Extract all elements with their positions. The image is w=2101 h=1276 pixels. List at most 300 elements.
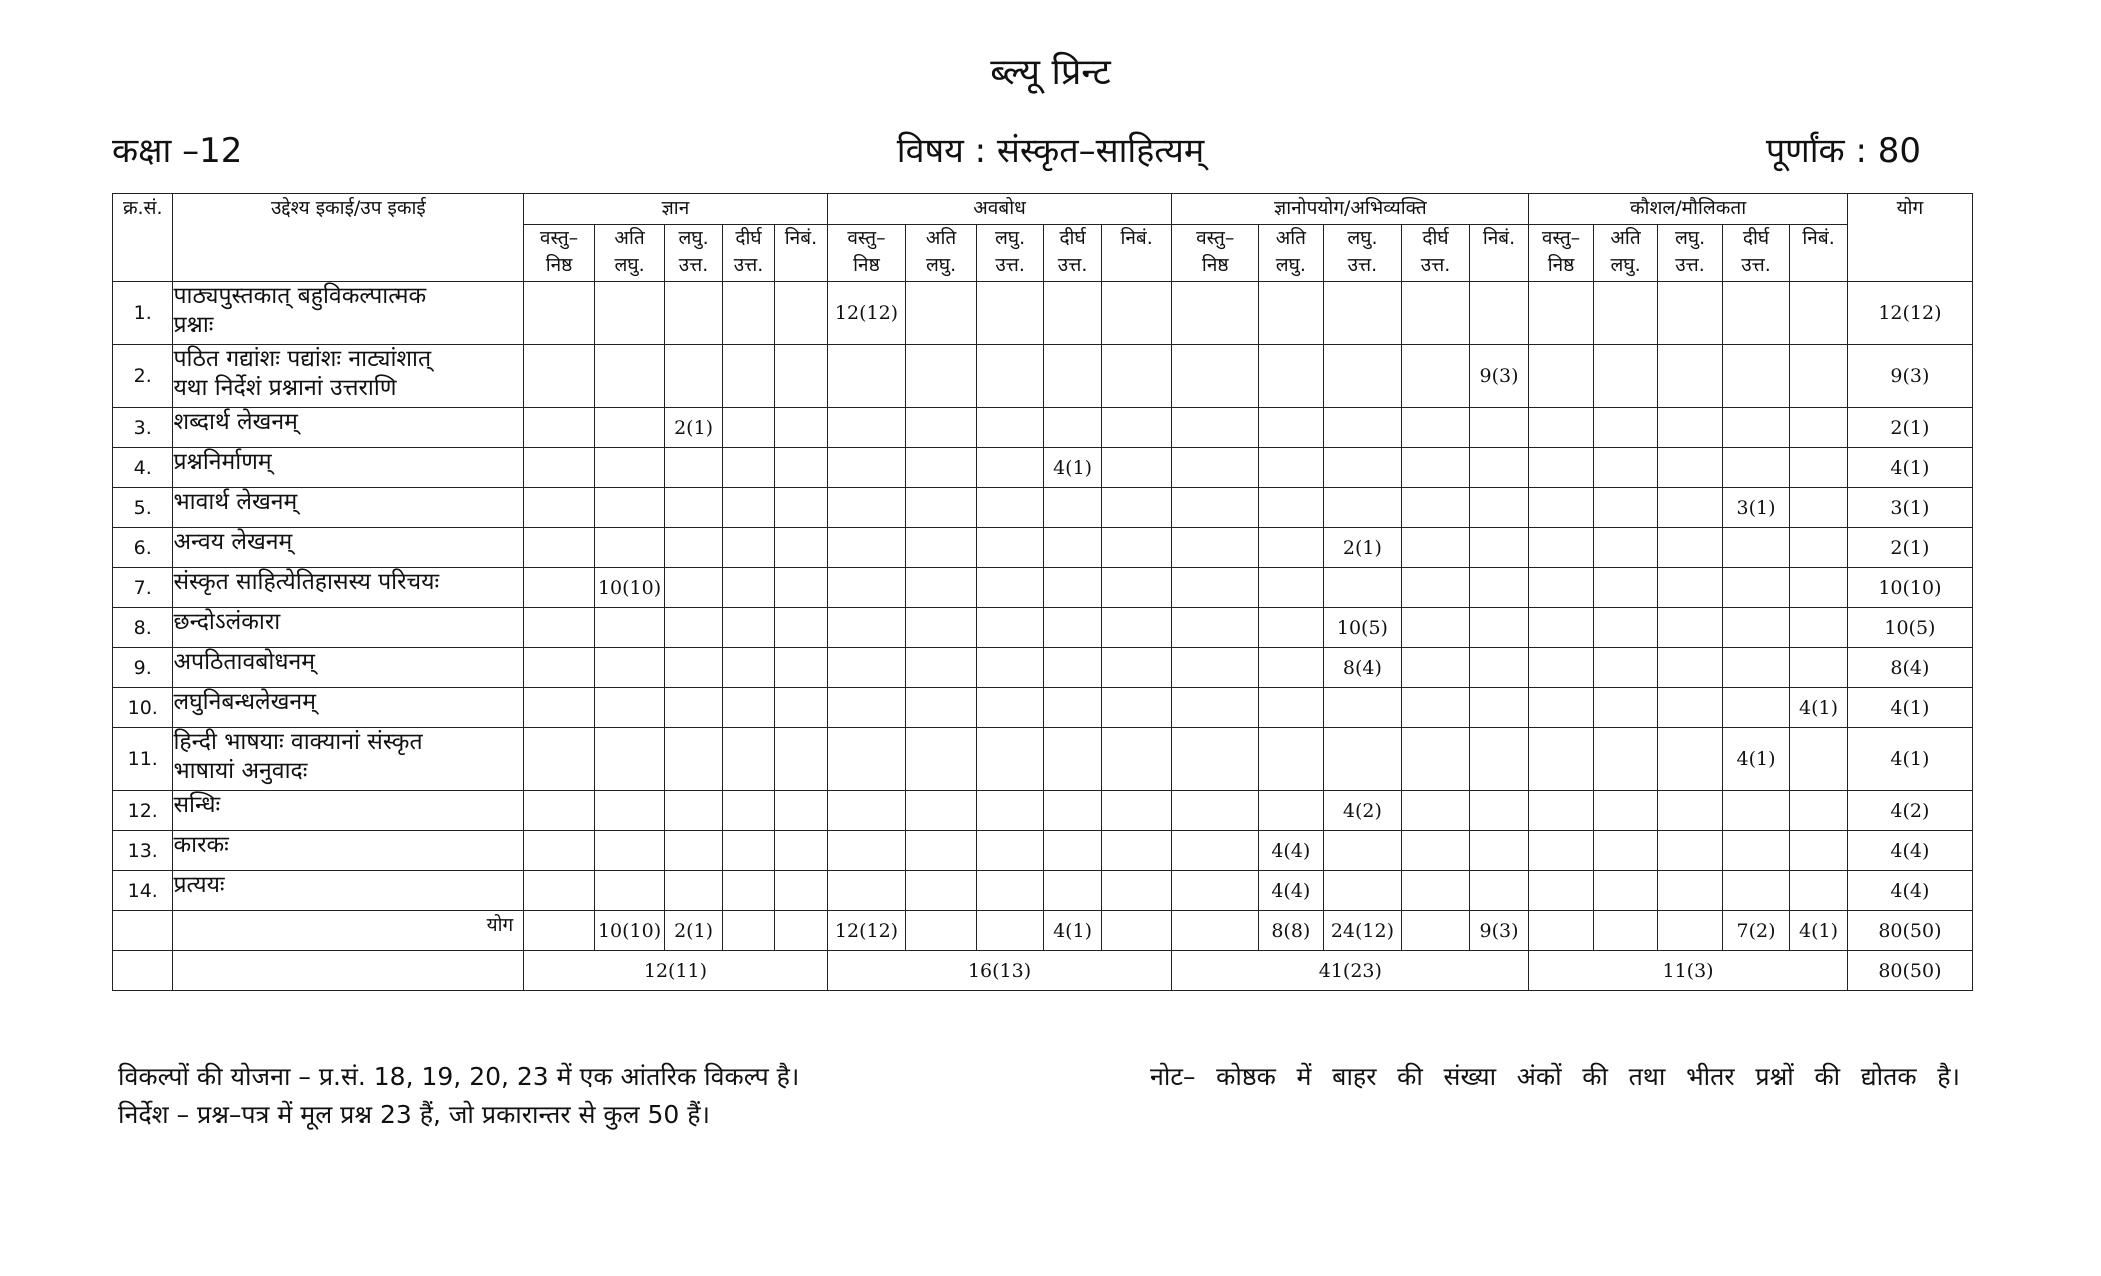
row-total: 4(1)	[1847, 728, 1972, 791]
row-cell	[775, 568, 827, 608]
row-cell: 2(1)	[1323, 528, 1402, 568]
row-sn: 4.	[113, 448, 173, 488]
sum-cell	[1529, 911, 1594, 951]
row-cell	[1323, 408, 1402, 448]
row-cell	[1790, 608, 1848, 648]
subcol-header	[1469, 225, 1529, 282]
row-cell	[1469, 608, 1529, 648]
row-cell	[1044, 648, 1101, 688]
row-unit	[173, 728, 524, 791]
row-unit	[173, 448, 524, 488]
row-cell	[722, 568, 774, 608]
row-unit	[173, 568, 524, 608]
row-cell	[906, 688, 977, 728]
row-cell	[665, 528, 722, 568]
sum-cell: 4(1)	[1044, 911, 1101, 951]
sum-total: 80(50)	[1847, 911, 1972, 951]
table-row	[113, 488, 1973, 528]
row-cell: 10(5)	[1323, 608, 1402, 648]
row-cell	[1529, 488, 1594, 528]
subcol-header	[906, 225, 977, 282]
row-cell	[976, 448, 1044, 488]
row-cell	[722, 831, 774, 871]
row-cell	[1469, 871, 1529, 911]
row-cell	[1529, 791, 1594, 831]
row-cell	[665, 871, 722, 911]
row-cell	[1722, 448, 1790, 488]
row-cell	[1402, 728, 1470, 791]
row-cell	[1101, 345, 1172, 408]
sum-cell: 24(12)	[1323, 911, 1402, 951]
row-cell	[1658, 688, 1723, 728]
row-cell: 4(2)	[1323, 791, 1402, 831]
row-cell	[906, 608, 977, 648]
row-cell	[1529, 408, 1594, 448]
row-cell	[1044, 345, 1101, 408]
subcol-header-line: लघु.	[678, 227, 709, 249]
row-cell	[1259, 688, 1324, 728]
row-cell	[1658, 831, 1723, 871]
row-total: 9(3)	[1847, 345, 1972, 408]
subcol-header-line: अति	[1610, 227, 1641, 249]
subcol-header	[722, 225, 774, 282]
row-cell	[1529, 282, 1594, 345]
row-cell	[827, 871, 906, 911]
row-cell	[524, 688, 595, 728]
subcol-header	[1722, 225, 1790, 282]
row-total: 4(1)	[1847, 688, 1972, 728]
row-cell	[906, 648, 977, 688]
row-cell	[1658, 608, 1723, 648]
row-cell	[1044, 488, 1101, 528]
grand-total: 80(50)	[1847, 951, 1972, 991]
group-total: 11(3)	[1529, 951, 1848, 991]
row-cell	[594, 791, 665, 831]
row-cell	[1790, 488, 1848, 528]
row-cell	[1402, 345, 1470, 408]
row-cell	[594, 528, 665, 568]
row-cell	[665, 831, 722, 871]
row-total: 4(4)	[1847, 831, 1972, 871]
sum-cell: 2(1)	[665, 911, 722, 951]
table-row	[113, 282, 1973, 345]
row-sn: 3.	[113, 408, 173, 448]
row-cell	[1402, 648, 1470, 688]
row-cell	[1402, 488, 1470, 528]
row-cell	[775, 488, 827, 528]
table-row	[113, 408, 1973, 448]
group-totals-label	[173, 951, 524, 991]
row-cell	[1101, 608, 1172, 648]
row-unit	[173, 528, 524, 568]
row-cell	[1593, 568, 1658, 608]
row-cell	[1722, 648, 1790, 688]
subcol-header-line: लघु.	[614, 254, 645, 276]
row-cell	[1529, 831, 1594, 871]
subcol-header-line: निबं.	[1482, 227, 1516, 249]
row-cell	[1790, 728, 1848, 791]
row-cell	[1323, 282, 1402, 345]
row-cell	[775, 871, 827, 911]
row-cell	[1469, 568, 1529, 608]
row-sn: 14.	[113, 871, 173, 911]
row-cell	[1722, 345, 1790, 408]
row-cell	[665, 791, 722, 831]
row-cell	[906, 448, 977, 488]
row-cell	[1044, 408, 1101, 448]
row-cell	[722, 488, 774, 528]
row-cell	[1722, 688, 1790, 728]
row-unit-line: यथा निर्देशं प्रश्नानां उत्तराणि	[173, 375, 397, 401]
row-cell	[1722, 568, 1790, 608]
row-cell	[1101, 648, 1172, 688]
row-cell	[594, 831, 665, 871]
row-cell	[1593, 791, 1658, 831]
row-cell	[722, 448, 774, 488]
subcol-header-line: उत्त.	[1347, 254, 1378, 276]
row-cell	[1402, 448, 1470, 488]
group-header: अवबोध	[827, 194, 1172, 225]
row-cell	[1469, 648, 1529, 688]
row-unit-line: सन्धिः	[173, 792, 221, 818]
row-cell	[1044, 568, 1101, 608]
row-cell: 8(4)	[1323, 648, 1402, 688]
row-cell: 9(3)	[1469, 345, 1529, 408]
row-cell	[665, 448, 722, 488]
row-cell	[722, 871, 774, 911]
subcol-header	[594, 225, 665, 282]
row-cell	[1172, 608, 1259, 648]
row-cell	[1593, 408, 1658, 448]
row-cell	[524, 728, 595, 791]
row-cell	[775, 282, 827, 345]
sum-cell: 8(8)	[1259, 911, 1324, 951]
row-cell	[976, 568, 1044, 608]
sum-cell	[1402, 911, 1470, 951]
subcol-header-line: निष्ठ	[1201, 254, 1229, 276]
row-cell	[1044, 871, 1101, 911]
row-cell	[1529, 448, 1594, 488]
row-cell	[1402, 282, 1470, 345]
row-total: 12(12)	[1847, 282, 1972, 345]
row-cell	[1790, 791, 1848, 831]
row-cell	[524, 408, 595, 448]
row-cell	[1323, 831, 1402, 871]
row-cell	[665, 648, 722, 688]
row-total: 2(1)	[1847, 408, 1972, 448]
row-cell	[524, 282, 595, 345]
group-header: ज्ञानोपयोग/अभिव्यक्ति	[1172, 194, 1529, 225]
row-cell	[1172, 688, 1259, 728]
row-cell	[722, 688, 774, 728]
row-cell	[1658, 345, 1723, 408]
row-cell	[1790, 871, 1848, 911]
row-cell	[827, 568, 906, 608]
row-unit	[173, 831, 524, 871]
options-scheme-note: विकल्पों की योजना – प्र.सं. 18, 19, 20, 23 में एक आंतरिक विकल्प है।	[118, 1062, 800, 1091]
blueprint-table	[112, 193, 1973, 991]
sum-cell	[524, 911, 595, 951]
row-cell	[1259, 608, 1324, 648]
row-total: 8(4)	[1847, 648, 1972, 688]
row-cell	[1044, 608, 1101, 648]
sum-cell	[775, 911, 827, 951]
subcol-header-line: वस्तु–	[847, 227, 886, 249]
row-cell	[1469, 528, 1529, 568]
row-cell	[1044, 831, 1101, 871]
row-cell: 10(10)	[594, 568, 665, 608]
row-cell: 4(4)	[1259, 831, 1324, 871]
sum-cell: 4(1)	[1790, 911, 1848, 951]
row-cell	[524, 871, 595, 911]
row-cell	[906, 345, 977, 408]
row-cell	[1323, 568, 1402, 608]
row-cell	[775, 728, 827, 791]
subcol-header-line: उत्त.	[1057, 254, 1088, 276]
row-cell	[906, 408, 977, 448]
row-cell	[1172, 448, 1259, 488]
row-unit-line: छन्दोऽलंकारा	[173, 609, 281, 635]
row-cell	[1593, 648, 1658, 688]
row-cell	[1323, 345, 1402, 408]
row-cell	[976, 728, 1044, 791]
row-cell	[1658, 568, 1723, 608]
row-cell: 2(1)	[665, 408, 722, 448]
row-cell	[906, 568, 977, 608]
row-cell	[1790, 448, 1848, 488]
row-cell	[722, 728, 774, 791]
subcol-header	[1172, 225, 1259, 282]
row-cell	[594, 648, 665, 688]
row-unit	[173, 648, 524, 688]
row-cell	[524, 568, 595, 608]
row-unit	[173, 871, 524, 911]
row-cell	[827, 648, 906, 688]
row-cell: 4(4)	[1259, 871, 1324, 911]
row-unit-line: पठित गद्यांशः पद्यांशः नाट्यांशात्	[173, 346, 432, 372]
row-cell	[827, 791, 906, 831]
subcol-header-line: दीर्घ	[735, 227, 762, 249]
subcol-header-line: उत्त.	[733, 254, 764, 276]
table-row	[113, 728, 1973, 791]
row-cell	[594, 345, 665, 408]
row-cell	[1259, 488, 1324, 528]
group-totals-row	[113, 951, 1973, 991]
col-unit-header: उद्देश्य इकाई/उप इकाई	[173, 194, 524, 282]
row-cell	[1722, 791, 1790, 831]
row-cell	[1172, 408, 1259, 448]
row-cell	[906, 831, 977, 871]
row-total: 10(5)	[1847, 608, 1972, 648]
row-cell	[1101, 282, 1172, 345]
row-cell	[976, 528, 1044, 568]
row-cell	[1172, 791, 1259, 831]
row-cell	[1172, 568, 1259, 608]
group-header: ज्ञान	[524, 194, 827, 225]
sum-cell	[722, 911, 774, 951]
row-sn: 9.	[113, 648, 173, 688]
row-cell: 4(1)	[1722, 728, 1790, 791]
subcol-header-line: लघु.	[995, 227, 1026, 249]
row-cell	[1529, 345, 1594, 408]
row-cell	[524, 345, 595, 408]
row-cell	[976, 871, 1044, 911]
subcol-header-line: वस्तु–	[539, 227, 579, 249]
row-unit-line: प्रश्नाः	[173, 312, 214, 338]
row-cell	[906, 282, 977, 345]
row-cell	[1101, 408, 1172, 448]
subcol-header-line: निष्ठ	[1547, 254, 1575, 276]
row-cell	[524, 831, 595, 871]
row-cell	[775, 608, 827, 648]
row-unit-line: भावार्थ लेखनम्	[173, 489, 298, 515]
row-cell	[1529, 871, 1594, 911]
row-cell	[1593, 831, 1658, 871]
row-cell	[1593, 688, 1658, 728]
col-total-header: योग	[1847, 194, 1972, 282]
row-cell	[1469, 448, 1529, 488]
row-cell	[1593, 448, 1658, 488]
row-cell	[1172, 282, 1259, 345]
row-cell	[1259, 568, 1324, 608]
table-row	[113, 648, 1973, 688]
row-cell	[524, 648, 595, 688]
row-unit-line: लघुनिबन्धलेखनम्	[173, 689, 316, 715]
row-cell	[827, 528, 906, 568]
row-cell	[665, 282, 722, 345]
row-cell	[594, 728, 665, 791]
row-cell	[1722, 871, 1790, 911]
row-cell	[524, 791, 595, 831]
row-cell	[1044, 728, 1101, 791]
subcol-header	[1101, 225, 1172, 282]
row-cell	[775, 791, 827, 831]
row-cell	[1172, 831, 1259, 871]
sum-row-sn	[113, 911, 173, 951]
row-cell	[722, 648, 774, 688]
page-title: ब्ल्यू प्रिन्ट	[990, 52, 1111, 93]
row-cell	[827, 408, 906, 448]
row-cell	[1790, 568, 1848, 608]
row-cell	[976, 831, 1044, 871]
row-total: 4(1)	[1847, 448, 1972, 488]
row-sn: 13.	[113, 831, 173, 871]
row-cell	[775, 448, 827, 488]
row-cell	[775, 831, 827, 871]
row-cell	[827, 448, 906, 488]
row-cell	[976, 488, 1044, 528]
sum-cell: 7(2)	[1722, 911, 1790, 951]
row-cell	[1101, 871, 1172, 911]
row-cell	[1101, 528, 1172, 568]
row-cell	[722, 408, 774, 448]
row-cell	[1259, 648, 1324, 688]
group-header: कौशल/मौलिकता	[1529, 194, 1848, 225]
subcol-header-line: उत्त.	[1420, 254, 1451, 276]
subcol-header-line: लघु.	[1610, 254, 1641, 276]
table-body	[113, 282, 1973, 991]
row-cell	[1593, 282, 1658, 345]
row-cell	[594, 448, 665, 488]
row-cell	[1402, 791, 1470, 831]
row-cell	[722, 282, 774, 345]
sum-cell	[1172, 911, 1259, 951]
row-sn: 5.	[113, 488, 173, 528]
row-total: 3(1)	[1847, 488, 1972, 528]
row-cell	[1790, 345, 1848, 408]
row-sn: 8.	[113, 608, 173, 648]
sum-cell: 9(3)	[1469, 911, 1529, 951]
sum-cell: 10(10)	[594, 911, 665, 951]
row-cell	[1172, 528, 1259, 568]
row-cell: 3(1)	[1722, 488, 1790, 528]
row-cell	[1593, 345, 1658, 408]
subcol-header	[1323, 225, 1402, 282]
row-cell	[976, 282, 1044, 345]
row-cell	[1658, 448, 1723, 488]
row-cell	[976, 648, 1044, 688]
sum-row-label: योग	[173, 911, 524, 951]
row-cell	[906, 528, 977, 568]
row-cell	[1529, 568, 1594, 608]
class-label: कक्षा –12	[112, 131, 243, 171]
row-unit	[173, 408, 524, 448]
row-cell	[1658, 528, 1723, 568]
row-cell	[1529, 648, 1594, 688]
row-sn: 11.	[113, 728, 173, 791]
row-cell	[827, 728, 906, 791]
subcol-header-line: दीर्घ	[1422, 227, 1449, 249]
sum-cell	[976, 911, 1044, 951]
row-cell	[1044, 528, 1101, 568]
subcol-header	[1044, 225, 1101, 282]
row-unit	[173, 688, 524, 728]
subcol-header-line: अति	[1275, 227, 1306, 249]
subcol-header	[775, 225, 827, 282]
subcol-header-line: लघु.	[925, 254, 957, 276]
row-cell	[1529, 728, 1594, 791]
sum-cell	[1593, 911, 1658, 951]
row-cell	[722, 528, 774, 568]
row-cell	[1402, 568, 1470, 608]
row-cell	[1101, 488, 1172, 528]
table-row	[113, 345, 1973, 408]
subcol-header-line: निबं.	[1802, 227, 1835, 249]
row-cell	[1402, 831, 1470, 871]
table-row	[113, 528, 1973, 568]
sum-cell	[906, 911, 977, 951]
row-unit-line: अपठितावबोधनम्	[173, 649, 316, 675]
row-cell	[1593, 728, 1658, 791]
row-unit-line: हिन्दी भाषयाः वाक्यानां संस्कृत	[173, 729, 423, 755]
row-cell	[775, 648, 827, 688]
row-cell	[524, 488, 595, 528]
row-unit-line: भाषायां अनुवादः	[173, 758, 308, 784]
row-unit	[173, 345, 524, 408]
subcol-header-line: अति	[614, 227, 645, 249]
table-row	[113, 831, 1973, 871]
row-unit	[173, 488, 524, 528]
row-cell: 4(1)	[1044, 448, 1101, 488]
row-cell	[1722, 831, 1790, 871]
subcol-header-line: उत्त.	[678, 254, 709, 276]
row-cell	[827, 488, 906, 528]
row-cell	[1790, 648, 1848, 688]
subcol-header	[976, 225, 1044, 282]
row-cell	[594, 871, 665, 911]
row-cell	[1658, 871, 1723, 911]
row-unit-line: कारकः	[173, 832, 229, 858]
